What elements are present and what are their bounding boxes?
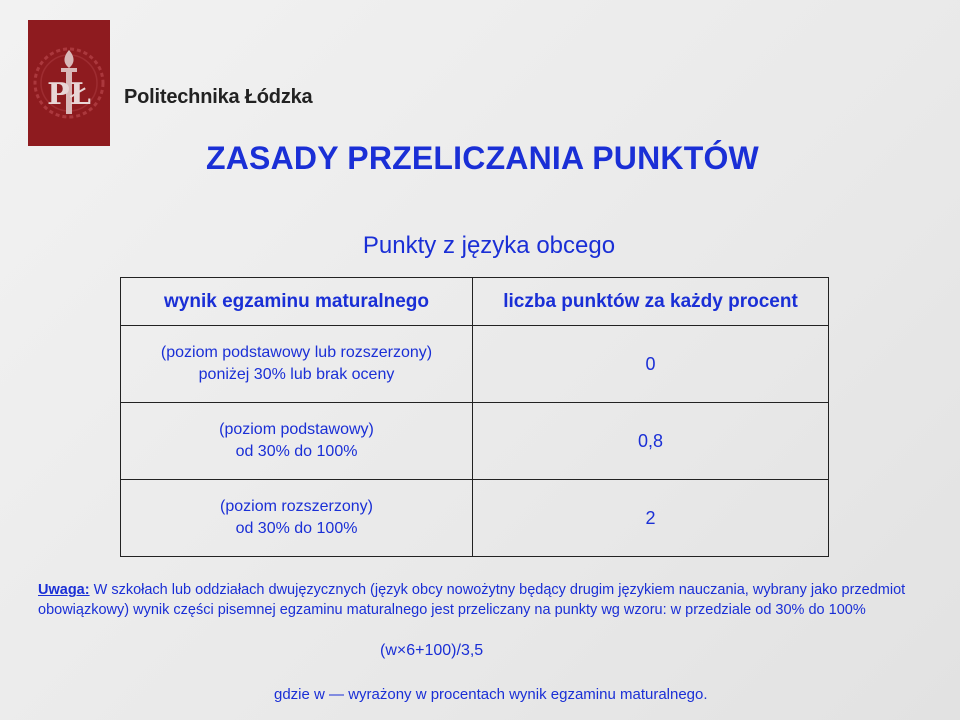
- points-table: [120, 277, 829, 557]
- logo-monogram: PŁ: [47, 77, 91, 112]
- condition-line: od 30% do 100%: [235, 443, 358, 460]
- conversion-formula: (w×6+100)/3,5: [380, 642, 484, 659]
- column-header-result: wynik egzaminu maturalnego: [121, 278, 473, 326]
- column-header-points: liczba punktów za każdy procent: [473, 278, 829, 326]
- condition-line: (poziom rozszerzony): [220, 498, 373, 515]
- university-logo: [28, 20, 110, 146]
- table-row: [121, 480, 829, 557]
- table-header-row: [121, 278, 829, 326]
- note-label: Uwaga:: [38, 582, 90, 598]
- points-cell: 0,8: [473, 403, 829, 480]
- table-row: [121, 403, 829, 480]
- condition-cell: [121, 403, 473, 480]
- condition-cell: [121, 480, 473, 557]
- condition-line: od 30% do 100%: [235, 520, 358, 537]
- condition-line: (poziom podstawowy lub rozszerzony): [160, 344, 433, 361]
- table-row: [121, 326, 829, 403]
- note-text: W szkołach lub oddziałach dwujęzycznych (język obcy nowożytny będący drugim językiem nauczania, wybrany jako przedmiot obowiązkowy) wynik części pisemnej egzaminu maturalnego jest przeliczany na punkty wg wzoru: w przedziale od 30% do 100%: [38, 582, 906, 618]
- note-paragraph: [38, 581, 938, 620]
- pl-emblem-icon: [28, 20, 110, 146]
- condition-line: poniżej 30% lub brak oceny: [198, 366, 395, 383]
- section-subtitle: Punkty z języka obcego: [362, 232, 616, 259]
- condition-cell: [121, 326, 473, 403]
- points-cell: 0: [473, 326, 829, 403]
- condition-line: (poziom podstawowy): [219, 421, 374, 438]
- formula-explanation: gdzie w — wyrażony w procentach wynik egzaminu maturalnego.: [274, 686, 708, 703]
- points-cell: 2: [473, 480, 829, 557]
- institution-name: Politechnika Łódzka: [124, 86, 313, 108]
- page-title: ZASADY PRZELICZANIA PUNKTÓW: [206, 140, 759, 176]
